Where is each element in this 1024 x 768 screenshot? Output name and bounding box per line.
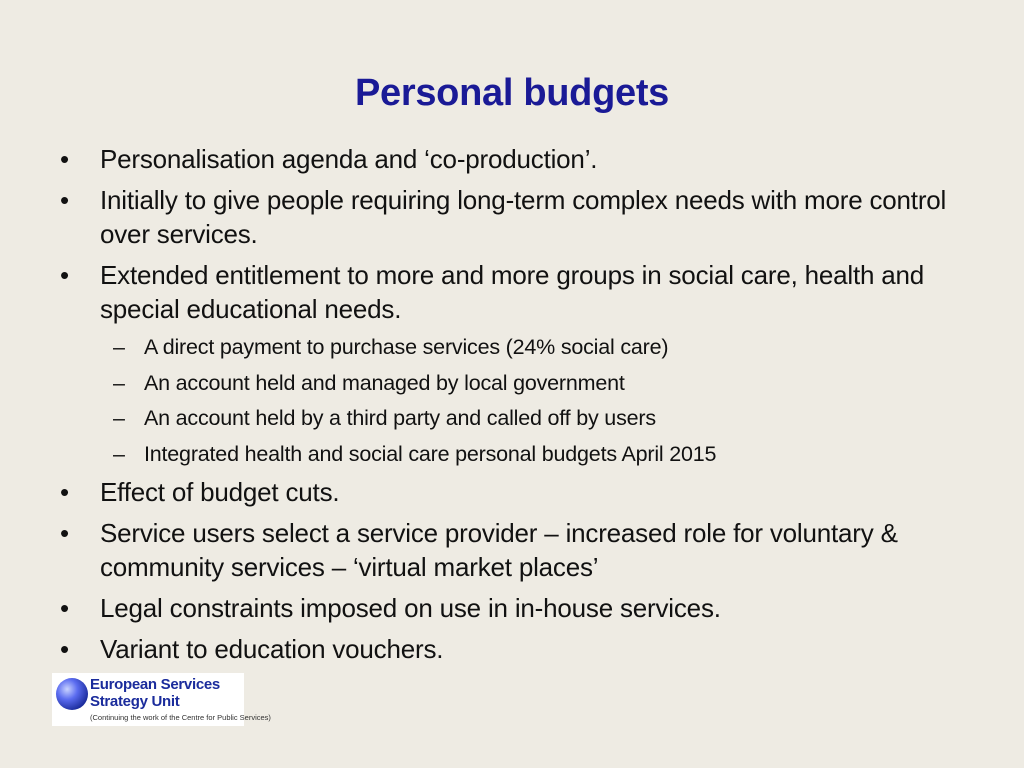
bullet-marker: • [60, 144, 69, 174]
sub-bullet-item [58, 440, 978, 469]
sub-bullet-text: An account held and managed by local government [144, 370, 625, 395]
bullet-text: Service users select a service provider – increased role for voluntary & community services – ‘virtual market places’ [100, 518, 898, 582]
bullet-marker: • [60, 477, 69, 507]
bullet-item [58, 475, 978, 509]
sub-bullet-marker: – [113, 406, 125, 430]
bullet-list [58, 142, 978, 673]
bullet-text: Personalisation agenda and ‘co-production’. [100, 144, 598, 174]
globe-icon [56, 678, 88, 710]
slide-title: Personal budgets [354, 72, 670, 114]
sub-bullet-text: Integrated health and social care personal budgets April 2015 [144, 441, 717, 466]
logo-line-2: Strategy Unit [90, 693, 180, 710]
sub-bullet-item [58, 369, 978, 398]
bullet-item [58, 183, 978, 251]
bullet-marker: • [60, 593, 69, 623]
sub-bullet-text: An account held by a third party and called off by users [144, 406, 656, 430]
bullet-item [58, 591, 978, 625]
sub-bullet-list [58, 333, 978, 469]
bullet-marker: • [60, 260, 69, 290]
sub-bullet-marker: – [113, 335, 125, 359]
bullet-item [58, 258, 978, 326]
sub-bullet-item [58, 333, 978, 362]
logo-line-1: European Services [90, 676, 220, 693]
bullet-text: Effect of budget cuts. [100, 477, 340, 507]
logo-tagline: (Continuing the work of the Centre for Public Services) [90, 713, 271, 722]
bullet-item [58, 516, 978, 584]
bullet-marker: • [60, 518, 69, 548]
sub-bullet-item [58, 404, 978, 433]
bullet-text: Initially to give people requiring long-term complex needs with more control over services. [100, 185, 947, 249]
sub-bullet-marker: – [113, 370, 125, 395]
bullet-text: Variant to education vouchers. [100, 634, 444, 664]
bullet-item [58, 142, 978, 176]
bullet-text: Extended entitlement to more and more groups in social care, health and special educational needs. [100, 260, 925, 324]
bullet-marker: • [60, 634, 69, 664]
esu-logo [52, 673, 271, 726]
sub-bullet-text: A direct payment to purchase services (24% social care) [144, 335, 669, 359]
bullet-marker: • [60, 185, 69, 215]
sub-list-container [58, 333, 978, 469]
bullet-text: Legal constraints imposed on use in in-house services. [100, 593, 721, 623]
bullet-item [58, 632, 978, 666]
sub-bullet-marker: – [113, 441, 125, 466]
